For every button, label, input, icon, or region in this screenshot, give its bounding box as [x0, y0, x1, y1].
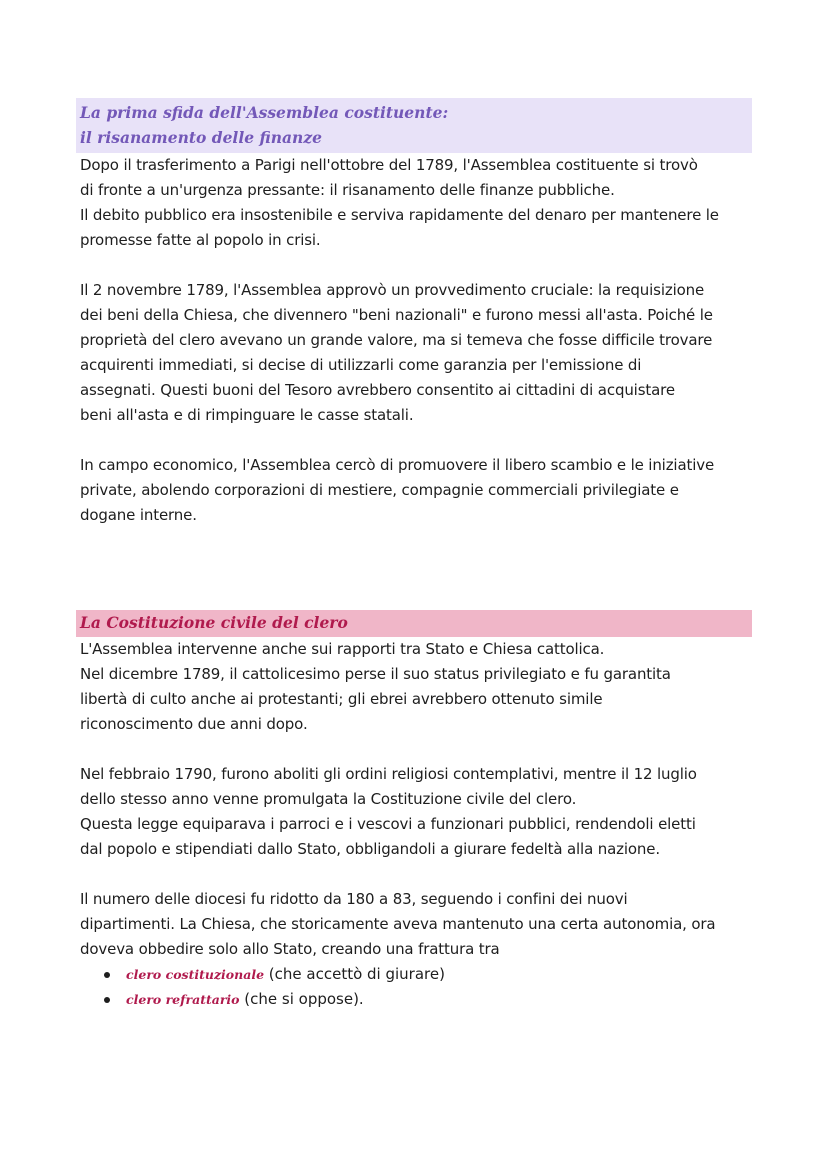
- heading-line: La Costituzione civile del clero: [80, 613, 348, 632]
- paragraph: [76, 278, 752, 428]
- text-line: L'Assemblea intervenne anche sui rapporti tra Stato e Chiesa cattolica.: [80, 640, 605, 658]
- text-line: riconoscimento due anni dopo.: [80, 715, 308, 733]
- paragraph: [76, 637, 752, 737]
- section-finances: [76, 98, 752, 528]
- text-line: Il 2 novembre 1789, l'Assemblea approvò un provvedimento cruciale: la requisizione: [80, 281, 705, 299]
- highlighted-term: clero refrattario: [126, 992, 240, 1007]
- heading-line: La prima sfida dell'Assemblea costituente:: [80, 103, 449, 122]
- text-line: assegnati. Questi buoni del Tesoro avrebbero consentito ai cittadini di acquistare: [80, 381, 675, 399]
- text-line: dipartimenti. La Chiesa, che storicamente aveva mantenuto una certa autonomia, ora: [80, 915, 716, 933]
- text-line: dei beni della Chiesa, che divennero "beni nazionali" e furono messi all'asta. Poiché le: [80, 306, 713, 324]
- text-line: Il debito pubblico era insostenibile e serviva rapidamente del denaro per mantenere le: [80, 206, 719, 224]
- text-line: acquirenti immediati, si decise di utilizzarli come garanzia per l'emissione di: [80, 356, 642, 374]
- list-item-text: (che accettò di giurare): [264, 965, 445, 983]
- highlighted-term: clero costituzionale: [126, 967, 265, 982]
- text-line: di fronte a un'urgenza pressante: il risanamento delle finanze pubbliche.: [80, 181, 615, 199]
- heading-line: il risanamento delle finanze: [80, 128, 322, 147]
- text-line: Nel febbraio 1790, furono aboliti gli ordini religiosi contemplativi, mentre il 12 luglio: [80, 765, 697, 783]
- section-civil-constitution: [76, 610, 752, 1012]
- text-line: private, abolendo corporazioni di mestiere, compagnie commerciali privilegiate e: [80, 481, 679, 499]
- bullet-icon: [104, 972, 110, 978]
- paragraph: [76, 887, 752, 962]
- paragraph: [76, 153, 752, 253]
- text-line: dogane interne.: [80, 506, 197, 524]
- bullet-icon: [104, 997, 110, 1003]
- text-line: promesse fatte al popolo in crisi.: [80, 231, 321, 249]
- text-line: libertà di culto anche ai protestanti; gli ebrei avrebbero ottenuto simile: [80, 690, 603, 708]
- text-line: doveva obbedire solo allo Stato, creando una frattura tra: [80, 940, 500, 958]
- section-heading-civil-constitution: [76, 610, 752, 637]
- text-line: beni all'asta e di rimpinguare le casse statali.: [80, 406, 414, 424]
- section-heading-finances: [76, 98, 752, 153]
- text-line: In campo economico, l'Assemblea cercò di promuovere il libero scambio e le iniziative: [80, 456, 715, 474]
- text-line: Dopo il trasferimento a Parigi nell'ottobre del 1789, l'Assemblea costituente si trovò: [80, 156, 698, 174]
- text-line: dello stesso anno venne promulgata la Costituzione civile del clero.: [80, 790, 577, 808]
- text-line: proprietà del clero avevano un grande valore, ma si temeva che fosse difficile trovare: [80, 331, 713, 349]
- text-line: Nel dicembre 1789, il cattolicesimo perse il suo status privilegiato e fu garantita: [80, 665, 671, 683]
- paragraph: [76, 762, 752, 862]
- text-line: dal popolo e stipendiati dallo Stato, obbligandoli a giurare fedeltà alla nazione.: [80, 840, 660, 858]
- list-item-text: (che si oppose).: [239, 990, 364, 1008]
- paragraph: [76, 453, 752, 528]
- list-item: [104, 987, 752, 1012]
- text-line: Questa legge equiparava i parroci e i vescovi a funzionari pubblici, rendendoli eletti: [80, 815, 696, 833]
- bullet-list: [76, 962, 752, 1012]
- list-item: [104, 962, 752, 987]
- text-line: Il numero delle diocesi fu ridotto da 180 a 83, seguendo i confini dei nuovi: [80, 890, 628, 908]
